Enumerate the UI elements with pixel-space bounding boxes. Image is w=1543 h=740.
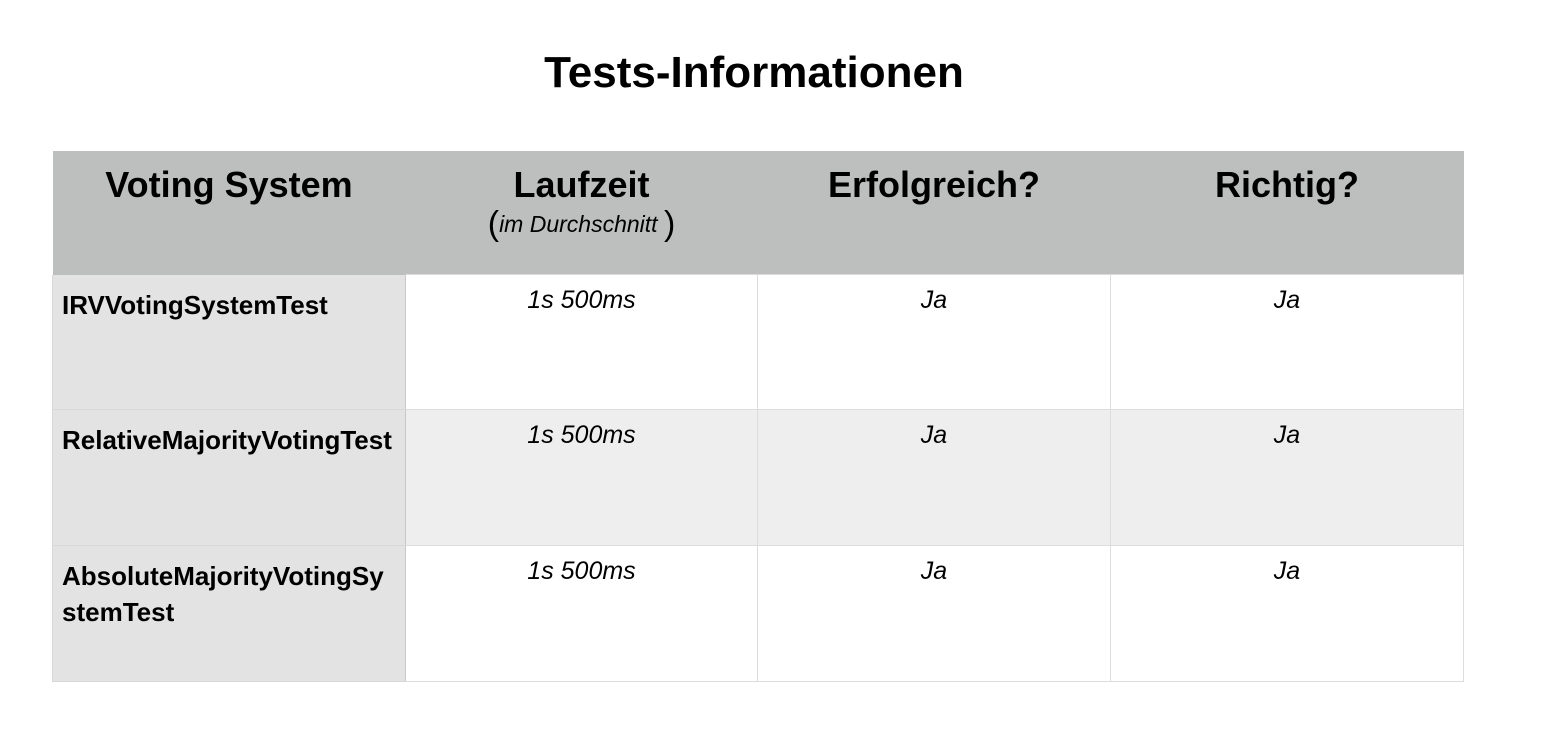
page-title: Tests-Informationen	[544, 48, 964, 97]
row-success: Ja	[758, 545, 1111, 681]
row-success: Ja	[758, 275, 1111, 410]
row-correct: Ja	[1111, 409, 1464, 545]
header-success	[758, 151, 1111, 275]
row-correct: Ja	[1111, 275, 1464, 410]
row-success: Ja	[758, 409, 1111, 545]
paren-open: (	[487, 205, 500, 243]
table-row	[53, 409, 1464, 545]
row-system-name: IRVVotingSystemTest	[53, 275, 406, 410]
row-runtime: 1s 500ms	[406, 545, 758, 681]
header-voting-system	[53, 151, 406, 275]
header-runtime-subtitle	[406, 206, 758, 242]
table-header-row	[53, 151, 1464, 275]
header-runtime	[406, 151, 758, 275]
header-correct	[1111, 151, 1464, 275]
row-runtime: 1s 500ms	[406, 409, 758, 545]
paren-close: )	[663, 205, 676, 243]
runtime-subtitle-text: im Durchschnitt	[499, 211, 658, 237]
header-runtime-label: Laufzeit	[513, 164, 650, 205]
header-correct-label: Richtig?	[1215, 164, 1359, 205]
header-voting-system-label: Voting System	[105, 164, 353, 205]
row-system-name: RelativeMajorityVotingTest	[53, 409, 406, 545]
table-row	[53, 545, 1464, 681]
row-correct: Ja	[1111, 545, 1464, 681]
row-runtime: 1s 500ms	[406, 275, 758, 410]
table-row	[53, 275, 1464, 410]
row-system-name: AbsoluteMajorityVotingSystemTest	[53, 545, 406, 681]
test-results-table	[52, 151, 1464, 682]
header-success-label: Erfolgreich?	[827, 164, 1041, 205]
